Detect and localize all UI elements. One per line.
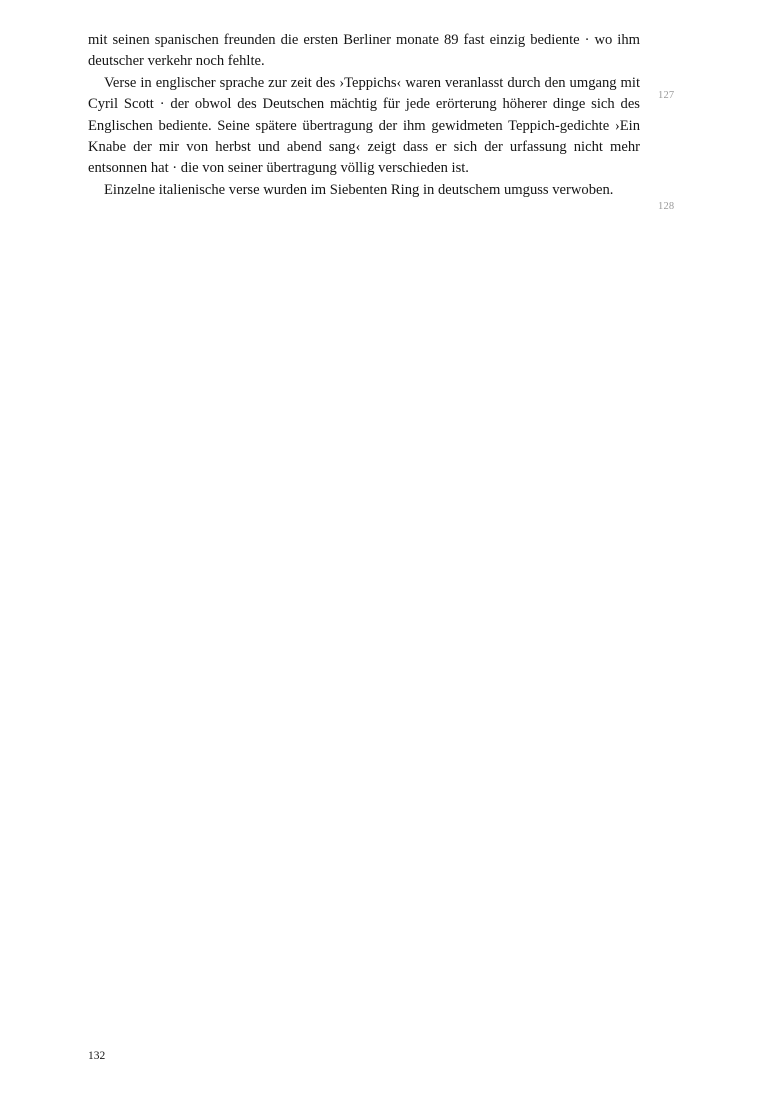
marginal-note-127: 127 (658, 90, 675, 101)
marginal-note-128: 128 (658, 201, 675, 212)
paragraph-3: Einzelne italienische verse wurden im Siebenten Ring in deutschem umguss verwoben. (104, 181, 614, 198)
paragraph-1: mit seinen spanischen freunden die ersten Berliner monate 89 fast einzig bediente · wo ihm deutscher verkehr noch fehlte. (88, 32, 640, 70)
paragraph-2: Verse in englischer sprache zur zeit des ›Teppichs‹ waren veranlasst durch den umgang mit Cyril Scott · der obwol des Deutschen mächtig für jede erörterung höherer dinge sich des Englischen bediente. Seine spätere übertragung der ihm gewidmeten Teppich-gedichte ›Ein Knabe der mir von herbst und abend sang‹ zeigt dass er sich der urfassung nicht mehr entsonnen hat · die von seiner übertragung völlig verschieden ist. (88, 74, 640, 177)
page-number: 132 (88, 1050, 106, 1062)
body-text (88, 30, 640, 201)
